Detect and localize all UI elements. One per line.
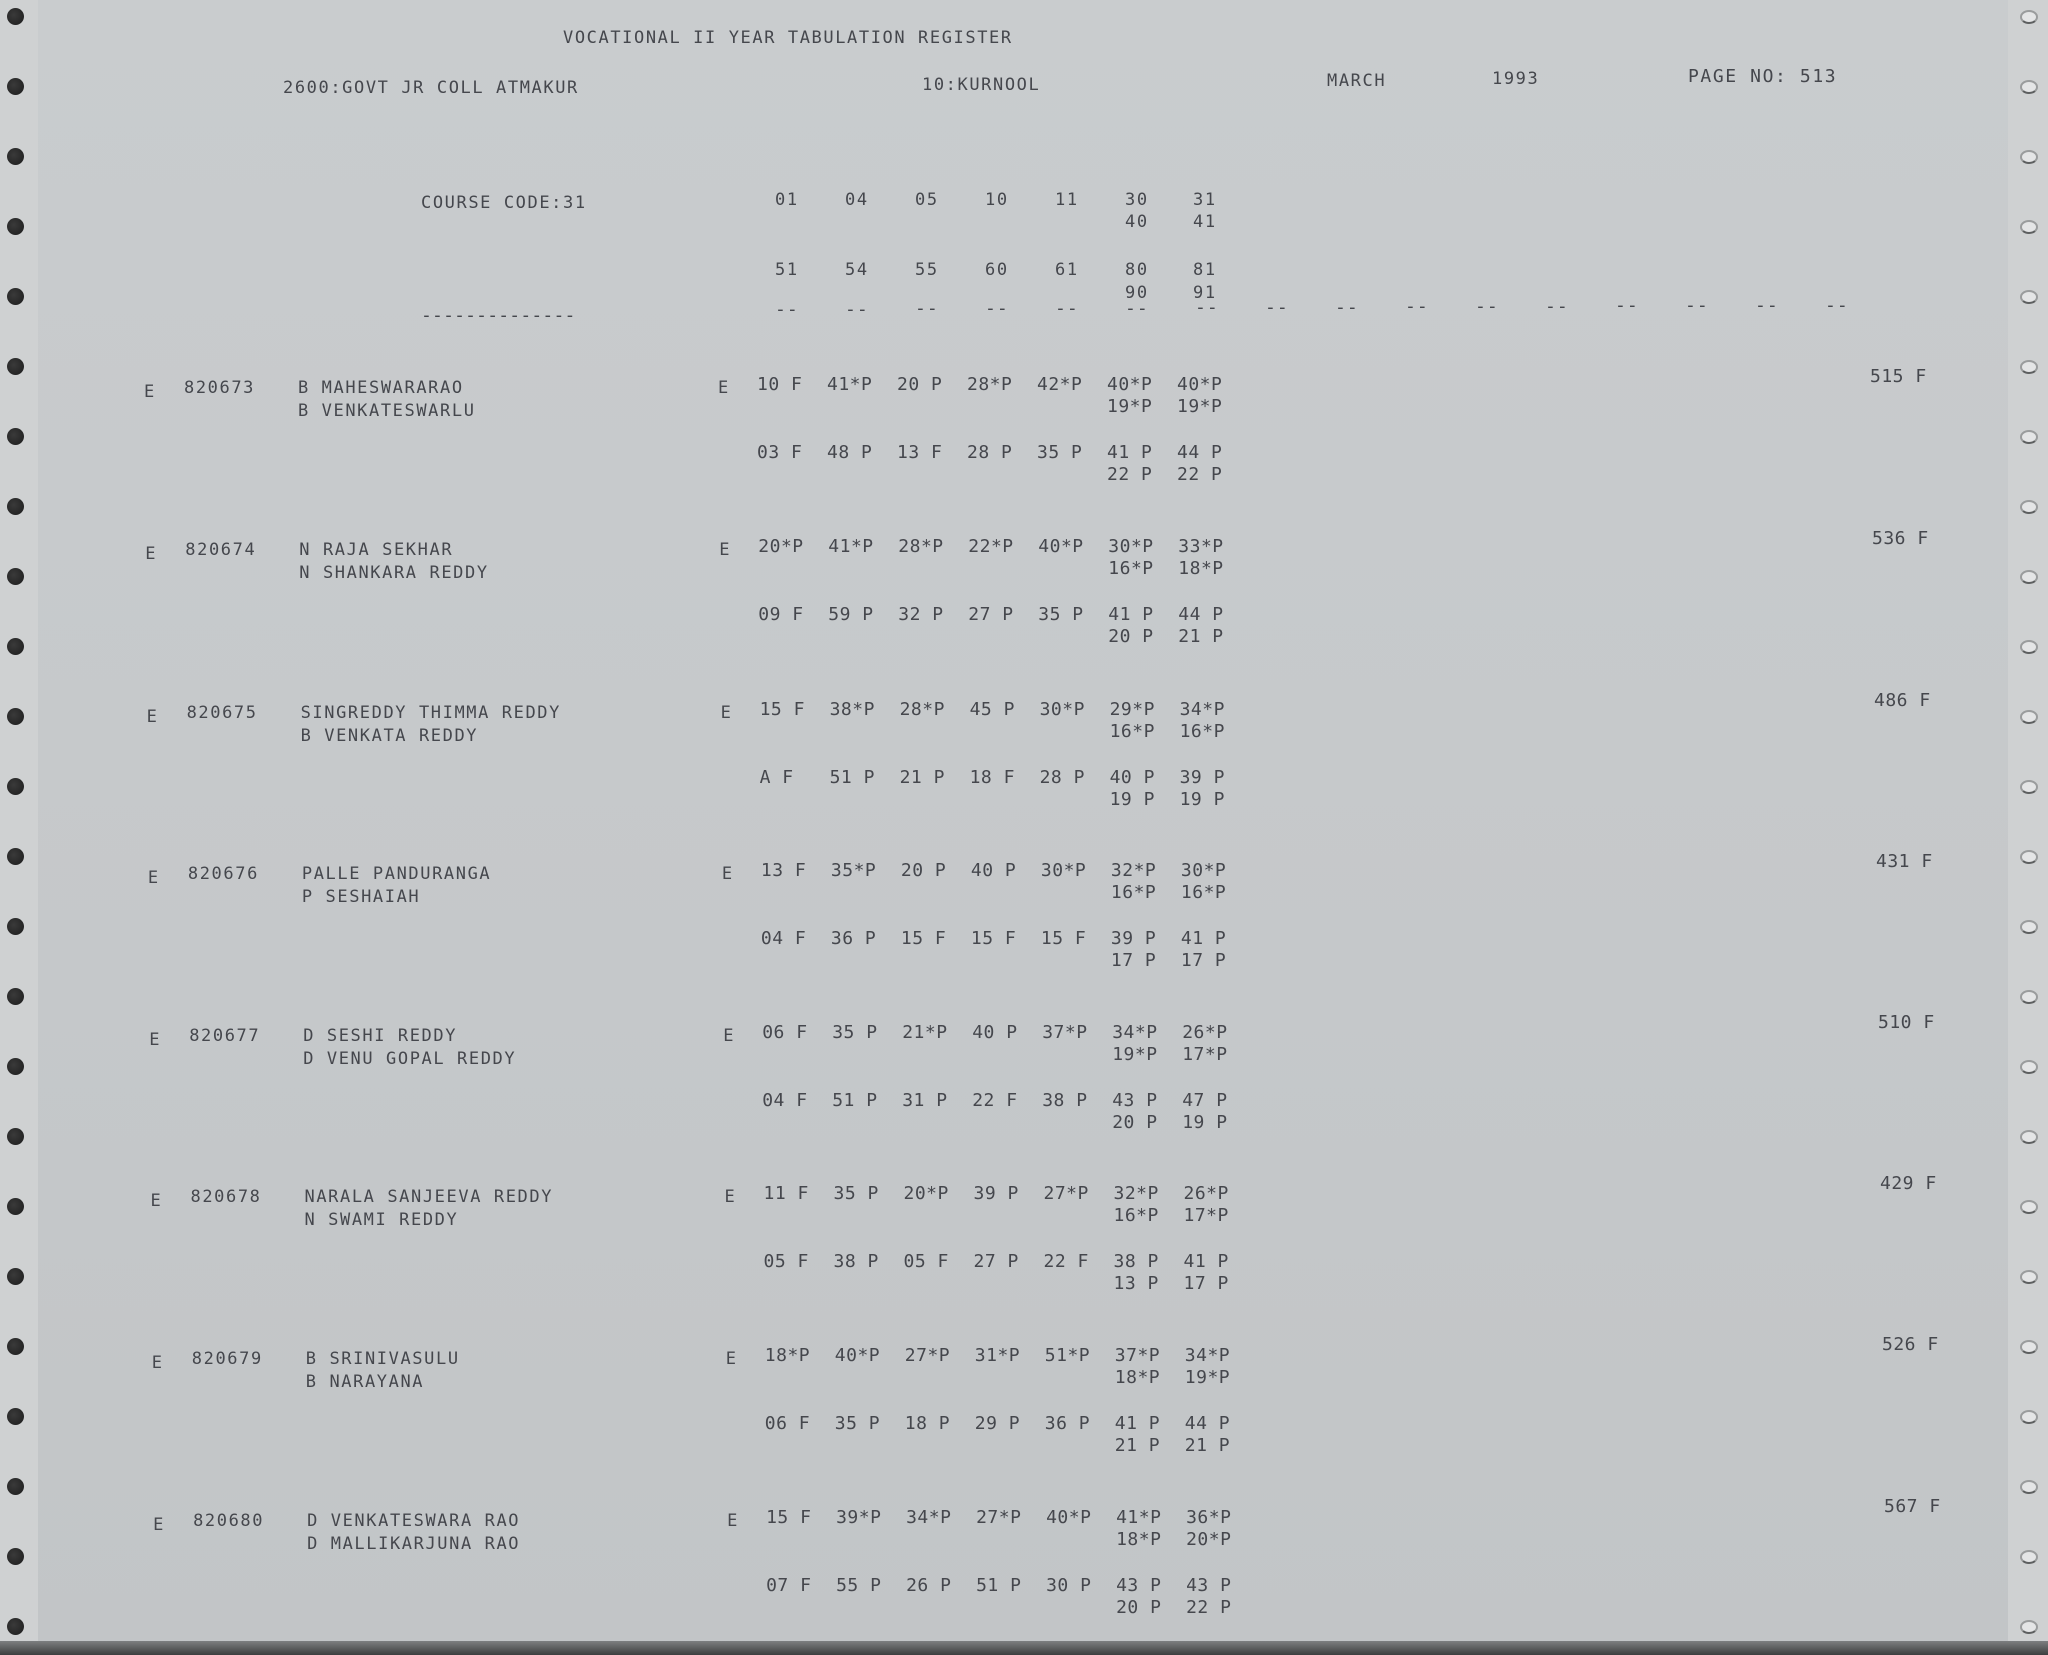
mark-cell: 29 P [974, 1413, 1021, 1434]
tractor-hole [7, 358, 24, 375]
column-dash: -- [1335, 296, 1359, 318]
exam-flag: E [151, 1353, 164, 1373]
mark-cell: 22 F [972, 1090, 1018, 1111]
mark-cell: 27*P [1043, 1183, 1089, 1204]
mark-cell: 55 P [836, 1575, 882, 1596]
tractor-hole [2020, 360, 2038, 374]
tractor-hole [2020, 500, 2038, 514]
mark-cell: 33*P [1178, 536, 1224, 557]
mark-cell: 18*P [1178, 558, 1224, 579]
mark-cell: 36 P [830, 928, 877, 949]
tractor-hole [2020, 1130, 2038, 1144]
mark-cell: 26 P [906, 1575, 952, 1596]
column-dash: -- [1475, 296, 1499, 317]
mark-cell: 20 P [897, 374, 943, 395]
marks-prefix: E [719, 540, 732, 560]
mark-cell: 15 F [1040, 928, 1087, 949]
subject-code: 90 [1125, 283, 1149, 303]
mark-cell: 18 P [904, 1413, 951, 1434]
mark-cell: 40*P [1107, 374, 1153, 395]
mark-cell: 20 P [1108, 626, 1154, 647]
mark-cell: 35 P [834, 1413, 881, 1434]
mark-cell: 17*P [1182, 1044, 1228, 1065]
tractor-hole [7, 988, 24, 1005]
tractor-hole [2020, 990, 2038, 1004]
mark-cell: 06 F [764, 1413, 811, 1434]
mark-cell: 28*P [898, 536, 944, 557]
exam-flag: E [150, 1191, 163, 1211]
column-dash: -- [1825, 294, 1849, 316]
mark-cell: 20 P [1116, 1597, 1162, 1618]
mark-cell: 43 P [1112, 1090, 1158, 1111]
column-dash: -- [1615, 295, 1639, 317]
mark-cell: 17 P [1180, 950, 1227, 971]
tractor-hole [2020, 780, 2038, 794]
mark-cell: 20*P [903, 1183, 949, 1204]
mark-cell: 28 P [1039, 767, 1085, 788]
mark-cell: 18*P [1116, 1529, 1162, 1550]
college-name: 2600:GOVT JR COLL ATMAKUR [283, 78, 579, 98]
tractor-hole [2020, 430, 2038, 444]
tractor-hole [2020, 850, 2038, 864]
subject-code: 51 [775, 260, 799, 280]
mark-cell: 20*P [1186, 1529, 1232, 1550]
mark-cell: 22 P [1177, 464, 1223, 485]
tractor-hole [2020, 920, 2038, 934]
mark-cell: 19*P [1107, 396, 1153, 417]
total-result: 429 F [1880, 1172, 1937, 1194]
mark-cell: 35*P [830, 860, 877, 881]
subject-code: 55 [915, 260, 939, 280]
subject-code: 61 [1055, 260, 1079, 280]
mark-cell: 32*P [1110, 860, 1157, 881]
mark-cell: 38 P [1113, 1251, 1159, 1272]
roll-number: 820673 [184, 378, 256, 398]
exam-month: MARCH [1327, 71, 1387, 91]
mark-cell: 20 P [900, 860, 947, 881]
mark-cell: 15 F [900, 928, 947, 949]
student-name: B MAHESWARARAO [298, 378, 464, 398]
marks-prefix: E [718, 378, 730, 398]
mark-cell: 42*P [1037, 374, 1083, 395]
mark-cell: 29*P [1109, 699, 1155, 720]
tractor-hole [7, 1198, 24, 1215]
tractor-hole [7, 428, 24, 445]
student-name: SINGREDDY THIMMA REDDY [300, 703, 561, 723]
mark-cell: 45 P [969, 699, 1015, 720]
mark-cell: 27 P [968, 604, 1014, 625]
tractor-hole [7, 778, 24, 795]
course-code: COURSE CODE:31 [421, 193, 587, 213]
column-dash: -- [1125, 297, 1149, 319]
mark-cell: 21 P [1184, 1435, 1231, 1456]
tractor-hole [2020, 220, 2038, 234]
column-dash: -- [1195, 297, 1219, 319]
mark-cell: 15 F [759, 699, 805, 720]
student-name: D SESHI REDDY [303, 1026, 458, 1046]
tractor-hole [2020, 1340, 2038, 1354]
father-name: B NARAYANA [305, 1372, 425, 1392]
mark-cell: 38 P [1042, 1090, 1088, 1111]
total-result: 510 F [1878, 1012, 1935, 1033]
mark-cell: 19 P [1182, 1112, 1228, 1133]
tractor-hole [7, 848, 24, 865]
mark-cell: 20*P [758, 536, 804, 557]
mark-cell: 21 P [899, 767, 945, 788]
mark-cell: 22 F [1043, 1251, 1089, 1272]
column-dash: -- [915, 298, 939, 320]
tractor-hole [2020, 570, 2038, 584]
mark-cell: 09 F [758, 604, 804, 625]
tractor-hole [2020, 1480, 2038, 1494]
father-name: N SHANKARA REDDY [299, 563, 489, 583]
mark-cell: 21*P [902, 1022, 948, 1043]
mark-cell: 07 F [766, 1575, 812, 1596]
mark-cell: 03 F [757, 442, 803, 463]
column-dash: -- [1265, 296, 1289, 318]
mark-cell: 16*P [1108, 558, 1154, 579]
column-dash: -- [1755, 294, 1779, 316]
father-name: N SWAMI REDDY [304, 1210, 459, 1230]
mark-cell: 13 P [1113, 1273, 1159, 1294]
mark-cell: 15 F [766, 1507, 812, 1528]
subject-code: 30 [1125, 190, 1149, 210]
tractor-hole [7, 1058, 24, 1075]
roll-number: 820680 [193, 1511, 265, 1531]
mark-cell: 39 P [973, 1183, 1019, 1204]
marks-prefix: E [724, 1187, 737, 1207]
mark-cell: 28 P [967, 442, 1013, 463]
subject-code: 40 [1125, 212, 1149, 232]
father-name: B VENKATA REDDY [300, 726, 479, 746]
mark-cell: 19*P [1112, 1044, 1158, 1065]
mark-cell: 17*P [1183, 1205, 1229, 1226]
student-name: NARALA SANJEEVA REDDY [304, 1187, 554, 1207]
mark-cell: 36*P [1186, 1507, 1232, 1528]
mark-cell: 35 P [1037, 442, 1083, 463]
mark-cell: 30*P [1039, 699, 1085, 720]
mark-cell: 19 P [1179, 789, 1225, 810]
mark-cell: 19*P [1177, 396, 1223, 417]
mark-cell: 21 P [1114, 1435, 1161, 1456]
mark-cell: 22 P [1107, 464, 1153, 485]
exam-flag: E [147, 868, 160, 888]
tractor-hole [7, 288, 24, 305]
subject-code: 54 [845, 260, 869, 280]
mark-cell: A F [759, 767, 794, 788]
tractor-hole [7, 1478, 24, 1495]
mark-cell: 41 P [1107, 442, 1153, 463]
exam-year: 1993 [1492, 69, 1540, 89]
total-result: 526 F [1882, 1334, 1939, 1355]
mark-cell: 20 P [1112, 1112, 1158, 1133]
subject-code: 31 [1193, 190, 1217, 210]
roll-number: 820674 [185, 540, 257, 560]
mark-cell: 40 P [1109, 767, 1155, 788]
mark-cell: 18*P [1114, 1367, 1161, 1388]
mark-cell: 31*P [974, 1345, 1021, 1366]
mark-cell: 39*P [836, 1507, 882, 1528]
mark-cell: 59 P [828, 604, 874, 625]
tractor-hole [2020, 10, 2038, 24]
mark-cell: 40 P [970, 860, 1017, 881]
roll-number: 820675 [186, 703, 258, 723]
tractor-hole [2020, 290, 2038, 304]
mark-cell: 40*P [1177, 374, 1223, 395]
mark-cell: 17 P [1183, 1273, 1229, 1294]
column-dash: -- [1545, 295, 1569, 317]
mark-cell: 40*P [1038, 536, 1084, 557]
marks-prefix: E [720, 703, 733, 723]
mark-cell: 16*P [1113, 1205, 1159, 1226]
tractor-hole [2020, 1620, 2038, 1634]
mark-cell: 32 P [898, 604, 944, 625]
course-underline: -------------- [421, 305, 576, 326]
tractor-hole [7, 498, 24, 515]
mark-cell: 37*P [1042, 1022, 1088, 1043]
mark-cell: 05 F [763, 1251, 809, 1272]
mark-cell: 06 F [762, 1022, 808, 1043]
mark-cell: 43 P [1186, 1575, 1232, 1596]
mark-cell: 44 P [1178, 604, 1224, 625]
student-name: PALLE PANDURANGA [301, 864, 492, 884]
mark-cell: 18 F [969, 767, 1015, 788]
mark-cell: 44 P [1184, 1413, 1231, 1434]
mark-cell: 38*P [829, 699, 875, 720]
mark-cell: 41*P [1116, 1507, 1162, 1528]
mark-cell: 16*P [1179, 721, 1225, 742]
tractor-hole [7, 148, 24, 165]
mark-cell: 10 F [757, 374, 803, 395]
mark-cell: 30*P [1180, 860, 1227, 881]
mark-cell: 21 P [1178, 626, 1224, 647]
mark-cell: 22 P [1186, 1597, 1232, 1618]
marks-prefix: E [727, 1511, 739, 1531]
mark-cell: 40*P [1046, 1507, 1092, 1528]
mark-cell: 40*P [834, 1345, 881, 1366]
mark-cell: 16*P [1110, 882, 1157, 903]
mark-cell: 51 P [832, 1090, 878, 1111]
roll-number: 820679 [191, 1349, 263, 1369]
tractor-hole [7, 1128, 24, 1145]
mark-cell: 38 P [833, 1251, 879, 1272]
mark-cell: 35 P [833, 1183, 879, 1204]
subject-code: 11 [1055, 190, 1079, 210]
subject-code: 81 [1193, 260, 1217, 280]
mark-cell: 51 P [829, 767, 875, 788]
tractor-hole [2020, 1200, 2038, 1214]
mark-cell: 47 P [1182, 1090, 1228, 1111]
mark-cell: 30 P [1046, 1575, 1092, 1596]
total-result: 486 F [1874, 690, 1931, 711]
subject-code: 41 [1193, 212, 1217, 232]
mark-cell: 44 P [1177, 442, 1223, 463]
mark-cell: 11 F [763, 1183, 809, 1204]
tractor-hole [2020, 150, 2038, 164]
father-name: D VENU GOPAL REDDY [303, 1049, 517, 1069]
mark-cell: 34*P [1184, 1345, 1231, 1366]
tractor-hole [2020, 640, 2038, 654]
column-dash: -- [985, 298, 1009, 320]
mark-cell: 13 F [760, 860, 807, 881]
mark-cell: 35 P [1038, 604, 1084, 625]
column-dash: -- [775, 299, 799, 320]
mark-cell: 16*P [1180, 882, 1227, 903]
mark-cell: 34*P [906, 1507, 952, 1528]
total-result: 536 F [1872, 527, 1929, 549]
tractor-hole [7, 78, 24, 95]
district-name: 10:KURNOOL [922, 75, 1041, 95]
marks-prefix: E [723, 1026, 736, 1046]
total-result: 431 F [1876, 850, 1933, 872]
register-title: VOCATIONAL II YEAR TABULATION REGISTER [563, 28, 1013, 48]
mark-cell: 16*P [1109, 721, 1155, 742]
mark-cell: 28*P [967, 374, 1013, 395]
tractor-hole [7, 1548, 24, 1565]
mark-cell: 15 F [970, 928, 1017, 949]
mark-cell: 19*P [1184, 1367, 1231, 1388]
mark-cell: 22*P [968, 536, 1014, 557]
mark-cell: 40 P [972, 1022, 1018, 1043]
exam-flag: E [153, 1515, 165, 1535]
mark-cell: 04 F [760, 928, 807, 949]
father-name: D MALLIKARJUNA RAO [307, 1534, 521, 1554]
tractor-hole [7, 1268, 24, 1285]
exam-flag: E [146, 707, 159, 727]
mark-cell: 39 P [1110, 928, 1157, 949]
tractor-hole [7, 568, 24, 585]
mark-cell: 18*P [764, 1345, 811, 1366]
page-number: PAGE NO: 513 [1688, 66, 1838, 87]
father-name: B VENKATESWARLU [298, 401, 476, 421]
mark-cell: 05 F [903, 1251, 949, 1272]
subject-code: 04 [845, 190, 869, 210]
mark-cell: 27*P [976, 1507, 1022, 1528]
tractor-hole [2020, 1410, 2038, 1424]
mark-cell: 36 P [1044, 1413, 1091, 1434]
tractor-hole [7, 918, 24, 935]
mark-cell: 28*P [899, 699, 945, 720]
mark-cell: 32*P [1113, 1183, 1159, 1204]
student-name: D VENKATESWARA RAO [307, 1511, 521, 1531]
tractor-hole [2020, 1550, 2038, 1564]
mark-cell: 26*P [1182, 1022, 1228, 1043]
subject-code: 60 [985, 260, 1009, 280]
tractor-hole [2020, 1270, 2038, 1284]
column-dash: -- [845, 298, 869, 320]
exam-flag: E [144, 382, 156, 402]
subject-code: 10 [985, 190, 1009, 210]
mark-cell: 04 F [762, 1090, 808, 1111]
mark-cell: 41 P [1114, 1413, 1161, 1434]
column-dash: -- [1055, 297, 1079, 319]
mark-cell: 41 P [1108, 604, 1154, 625]
mark-cell: 51 P [976, 1575, 1022, 1596]
subject-code: 05 [915, 190, 939, 210]
tractor-hole [2020, 1060, 2038, 1074]
mark-cell: 27 P [973, 1251, 1019, 1272]
mark-cell: 41*P [827, 374, 873, 395]
exam-flag: E [149, 1030, 162, 1050]
mark-cell: 27*P [904, 1345, 951, 1366]
roll-number: 820677 [189, 1026, 261, 1046]
tractor-hole [7, 8, 24, 25]
marks-prefix: E [725, 1349, 738, 1369]
mark-cell: 41 P [1180, 928, 1227, 949]
mark-cell: 34*P [1112, 1022, 1158, 1043]
left-tractor-strip [0, 0, 38, 1655]
right-tractor-strip [2008, 0, 2048, 1655]
mark-cell: 41 P [1183, 1251, 1229, 1272]
tractor-hole [7, 708, 24, 725]
marks-prefix: E [721, 864, 734, 884]
mark-cell: 13 F [897, 442, 943, 463]
mark-cell: 30*P [1108, 536, 1154, 557]
paper-bottom-edge [0, 1641, 2048, 1655]
mark-cell: 43 P [1116, 1575, 1162, 1596]
tractor-hole [7, 218, 24, 235]
tractor-hole [7, 638, 24, 655]
total-result: 567 F [1884, 1495, 1941, 1517]
student-name: N RAJA SEKHAR [299, 540, 454, 560]
student-name: B SRINIVASULU [305, 1349, 460, 1369]
mark-cell: 35 P [832, 1022, 878, 1043]
roll-number: 820676 [187, 864, 259, 884]
tractor-hole [2020, 80, 2038, 94]
column-dash: -- [1685, 295, 1709, 317]
subject-code: 80 [1125, 260, 1149, 280]
mark-cell: 17 P [1110, 950, 1157, 971]
column-dash: -- [1405, 296, 1429, 318]
mark-cell: 51*P [1044, 1345, 1091, 1366]
tractor-hole [2020, 710, 2038, 724]
subject-code: 01 [775, 190, 799, 210]
mark-cell: 48 P [827, 442, 873, 463]
subject-code: 91 [1193, 283, 1217, 303]
mark-cell: 37*P [1114, 1345, 1161, 1366]
mark-cell: 26*P [1183, 1183, 1229, 1204]
mark-cell: 30*P [1040, 860, 1087, 881]
mark-cell: 31 P [902, 1090, 948, 1111]
tractor-hole [7, 1338, 24, 1355]
exam-flag: E [145, 544, 158, 564]
mark-cell: 41*P [828, 536, 874, 557]
total-result: 515 F [1870, 366, 1927, 387]
mark-cell: 19 P [1109, 789, 1155, 810]
mark-cell: 34*P [1179, 699, 1225, 720]
tractor-hole [7, 1408, 24, 1425]
father-name: P SESHAIAH [301, 887, 421, 907]
mark-cell: 39 P [1179, 767, 1225, 788]
roll-number: 820678 [190, 1187, 262, 1207]
tractor-hole [7, 1618, 24, 1635]
